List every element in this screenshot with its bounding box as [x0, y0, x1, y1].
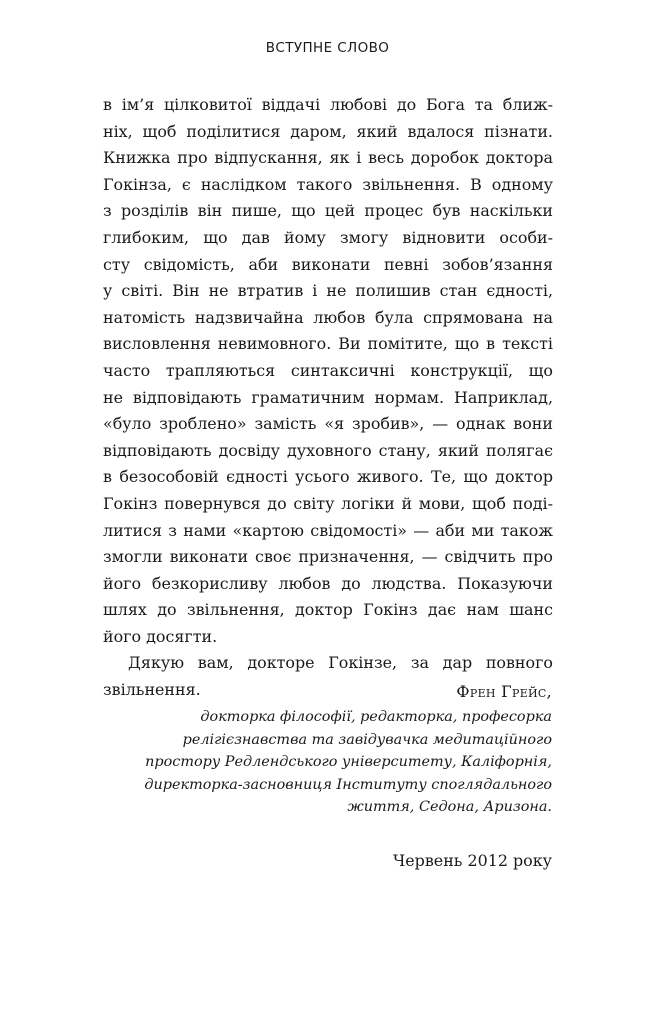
- text-line: висловлення невимовного. Ви помітите, що в тексті: [103, 334, 553, 354]
- text-line: сту свідомість, аби виконати певні зобов’язання: [103, 254, 553, 274]
- signature-title-line: релігієзнавства та завідувачка медитаційного: [182, 731, 552, 748]
- text-line: з розділів він пише, що цей процес був наскільки: [103, 201, 553, 221]
- text-line: Книжка про відпускання, як і весь доробок доктора: [103, 148, 553, 168]
- running-header: ВСТУПНЕ СЛОВО: [265, 40, 390, 56]
- text-line: у світі. Він не втратив і не полишив стан єдності,: [103, 281, 553, 301]
- text-line: не відповідають граматичним нормам. Наприклад,: [103, 387, 553, 407]
- text-line: литися з нами «картою свідомості» — аби ми також: [103, 520, 553, 540]
- text-line: «було зроблено» замість «я зробив», — однак вони: [103, 414, 553, 434]
- text-line: ніх, щоб поділитися даром, який вдалося пізнати.: [103, 121, 553, 141]
- text-line: звільнення.: [103, 680, 201, 700]
- text-line: часто трапляються синтаксичні конструкції, що: [103, 360, 553, 380]
- signature-name: Френ Грейс,: [456, 682, 552, 701]
- signature-title-line: життя, Седона, Аризона.: [347, 799, 552, 815]
- text-line: в ім’я цілковитої віддачі любові до Бога та ближ-: [103, 95, 553, 114]
- text-line: його досягти.: [103, 626, 218, 646]
- text-line: шлях до звільнення, доктор Гокінз дає нам шанс: [103, 600, 553, 620]
- text-line: в безособовій єдності усього живого. Те, що доктор: [103, 467, 553, 487]
- signature-title-line: директорка-засновниця Інституту споглядального: [144, 776, 552, 793]
- text-line: Дякую вам, докторе Гокінзе, за дар повного: [128, 653, 553, 673]
- text-line: Гокінза, є наслідком такого звільнення. В одному: [103, 174, 553, 194]
- signature-title-line: простору Редлендського університету, Каліфорнія,: [145, 754, 552, 770]
- date-line: Червень 2012 року: [392, 851, 552, 870]
- body-text: [103, 92, 553, 704]
- text-line: змогли виконати своє призначення, — свідчить про: [103, 547, 553, 567]
- text-line: глибоким, що дав йому змогу відновити особи-: [103, 227, 553, 247]
- text-line: його безкорисливу любов до людства. Показуючи: [103, 573, 553, 593]
- text-line: Гокінз повернувся до світу логіки й мови, щоб поді-: [103, 493, 553, 513]
- text-line: відповідають досвіду духовного стану, який полягає: [103, 440, 553, 460]
- text-line: натомість надзвичайна любов була спрямована на: [103, 307, 553, 327]
- signature-title-line: докторка філософії, редакторка, професорка: [200, 709, 552, 725]
- signature-block: [102, 678, 552, 819]
